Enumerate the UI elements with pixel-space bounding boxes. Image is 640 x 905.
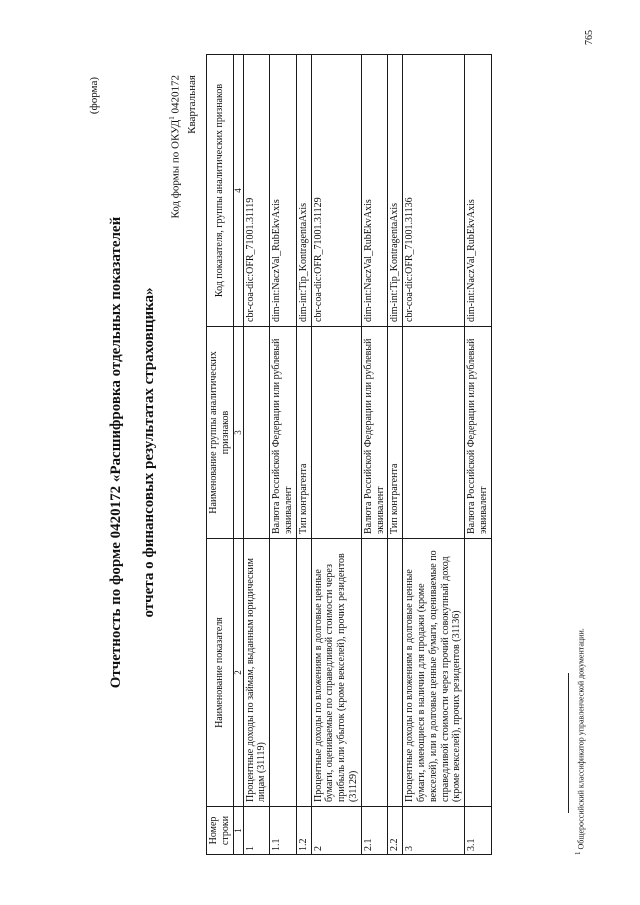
table-row <box>465 55 492 855</box>
indicator-name: Процентные доходы по вложениям в долговые ценные бумаги, имеющиеся в наличии для продажи (кроме векселей), или в долговые ценные бумаги, оцениваемые по справедливой стоимости через прочий совокупный доход (кроме векселей), прочих резидентов (31136) <box>403 539 465 807</box>
footnote-text: Общероссийский классификатор управленческой документации. <box>576 628 586 852</box>
header-indicator-code: Код показателя, группы аналитических признаков <box>207 55 234 327</box>
okud-label: Код формы по ОКУД <box>169 119 182 219</box>
indicator-name <box>388 539 403 807</box>
table-row <box>296 55 311 855</box>
document-title-line-1: Отчетность по форме 0420172 «Расшифровка отдельных показателей <box>108 216 124 689</box>
column-number: 1 <box>233 807 243 855</box>
indicator-code: cbr-coa-dic:OFR_71001.31136 <box>403 55 465 327</box>
row-number: 3 <box>403 807 465 855</box>
footnote <box>574 628 586 855</box>
analytic-group-name <box>243 327 270 539</box>
row-number: 1 <box>243 807 270 855</box>
analytic-group-name: Валюта Российской Федерации или рублевый эквивалент <box>361 327 388 539</box>
table-row <box>311 55 361 855</box>
footnote-divider <box>568 673 569 813</box>
indicator-code: dim-int:NaczVal_RubEkvAxis <box>465 55 492 327</box>
header-analytic-group-name: Наименование группы аналитических признаков <box>207 327 234 539</box>
column-number: 3 <box>233 327 243 539</box>
table-header-row <box>207 55 234 855</box>
row-number: 3.1 <box>465 807 492 855</box>
indicator-code: dim-int:Tip_KontragentaAxis <box>388 55 403 327</box>
reporting-period: Квартальная <box>186 75 198 134</box>
table-row <box>403 55 465 855</box>
indicator-code: cbr-coa-dic:OFR_71001.31119 <box>243 55 270 327</box>
header-indicator-name: Наименование показателя <box>207 539 234 807</box>
indicator-code: cbr-coa-dic:OFR_71001.31129 <box>311 55 361 327</box>
row-number: 2.1 <box>361 807 388 855</box>
indicator-name <box>465 539 492 807</box>
indicator-name: Процентные доходы по вложениям в долговые ценные бумаги, оцениваемые по справедливой стоимости через прибыль или убыток (кроме векселей), прочих резидентов (31129) <box>311 539 361 807</box>
row-number: 1.2 <box>296 807 311 855</box>
footnote-marker: 1 <box>574 851 582 855</box>
table-row <box>270 55 297 855</box>
column-number: 4 <box>233 55 243 327</box>
column-number: 2 <box>233 539 243 807</box>
analytic-group-name: Тип контрагента <box>296 327 311 539</box>
header-row-number: Номер строки <box>207 807 234 855</box>
row-number: 2.2 <box>388 807 403 855</box>
indicator-code: dim-int:Tip_KontragentaAxis <box>296 55 311 327</box>
analytic-group-name <box>403 327 465 539</box>
indicator-name: Процентные доходы по займам, выданным юридическим лицам (31119) <box>243 539 270 807</box>
row-number: 1.1 <box>270 807 297 855</box>
indicator-name <box>361 539 388 807</box>
analytic-group-name: Тип контрагента <box>388 327 403 539</box>
okud-value: 0420172 <box>169 75 182 117</box>
row-number: 2 <box>311 807 361 855</box>
table-row <box>243 55 270 855</box>
indicator-code: dim-int:NaczVal_RubEkvAxis <box>270 55 297 327</box>
table-row <box>361 55 388 855</box>
table-row <box>388 55 403 855</box>
analytic-group-name: Валюта Российской Федерации или рублевый эквивалент <box>465 327 492 539</box>
column-number-row <box>233 55 243 855</box>
indicators-table <box>206 54 492 855</box>
analytic-group-name: Валюта Российской Федерации или рублевый эквивалент <box>270 327 297 539</box>
document-title-line-2: отчета о финансовых результатах страховщика» <box>141 287 157 618</box>
indicator-name <box>296 539 311 807</box>
indicator-code: dim-int:NaczVal_RubEkvAxis <box>361 55 388 327</box>
form-label: (форма) <box>88 77 100 115</box>
page-number: 765 <box>584 30 595 45</box>
okud-footnote-marker: 1 <box>168 116 176 120</box>
indicator-name <box>270 539 297 807</box>
analytic-group-name <box>311 327 361 539</box>
okud-code-line <box>168 75 182 245</box>
